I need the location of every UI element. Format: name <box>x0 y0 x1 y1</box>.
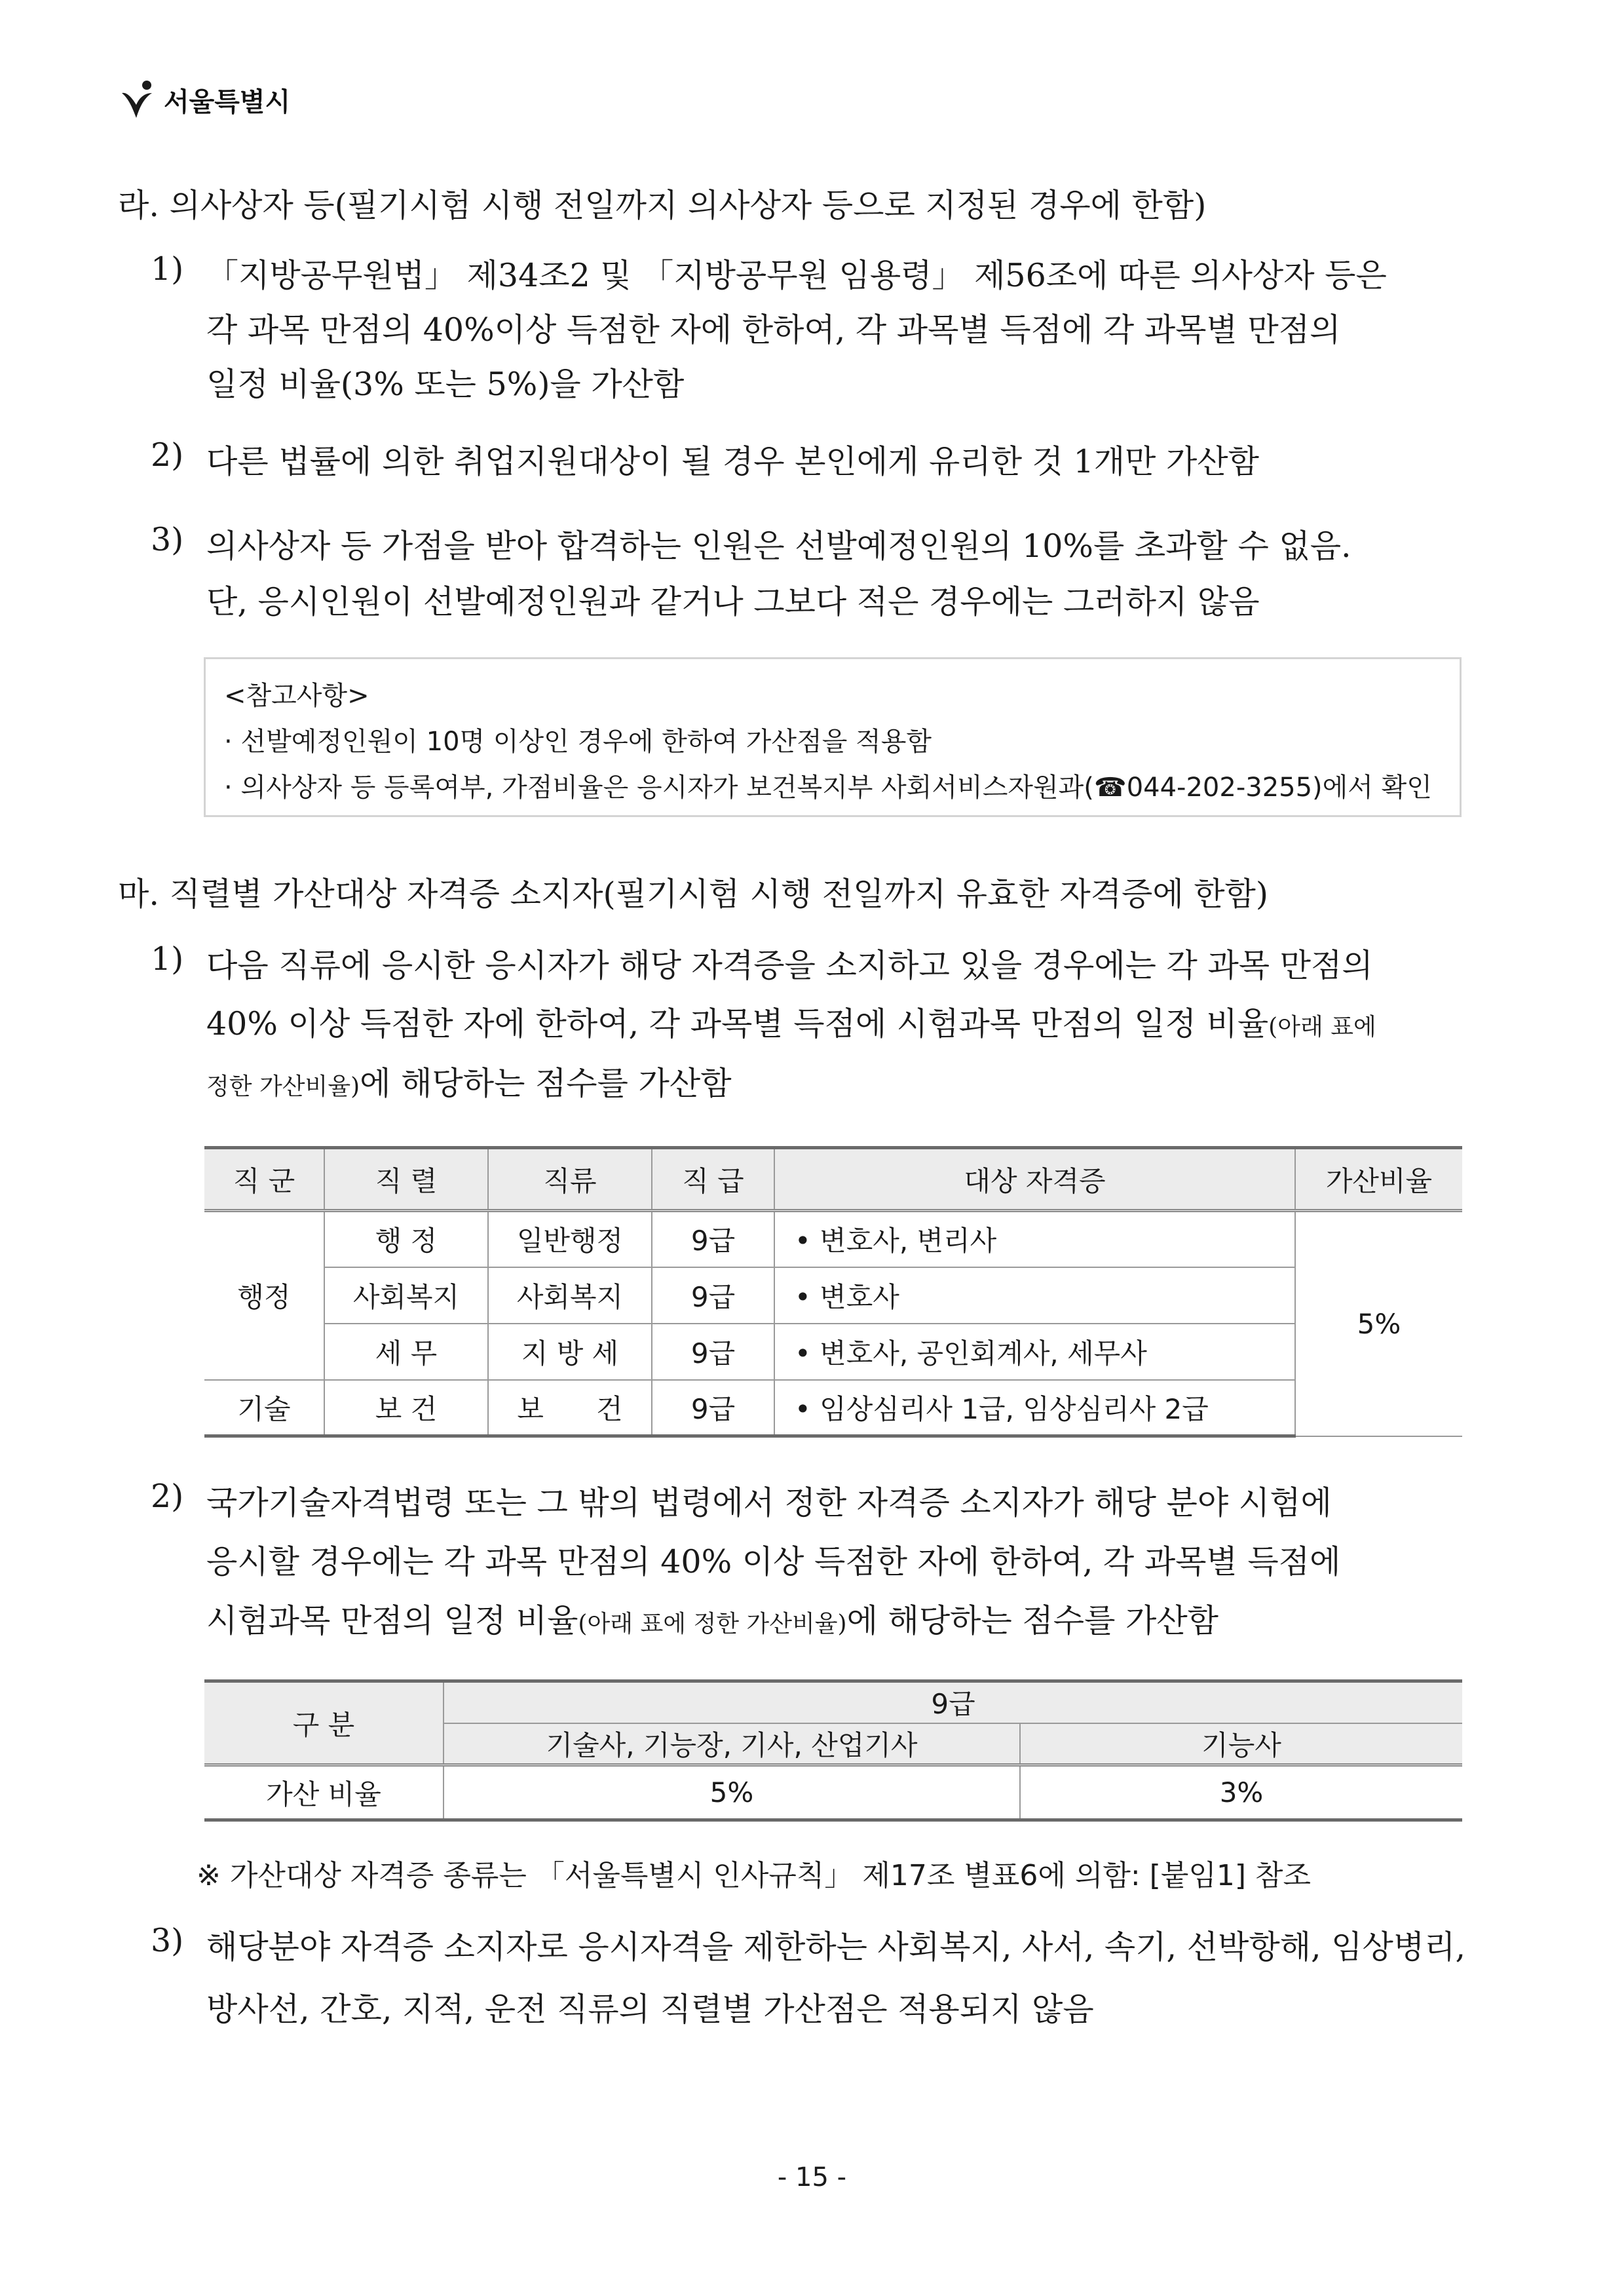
cell-class: 일반행정 <box>488 1211 652 1267</box>
cell-grade: 9급 <box>652 1267 774 1324</box>
cell-series: 행 정 <box>324 1211 488 1267</box>
cell-class: 보 건 <box>488 1380 652 1436</box>
cell-certificate: • 변호사, 변리사 <box>774 1211 1295 1267</box>
cell-certificate: • 변호사 <box>774 1267 1295 1324</box>
ma-item2-line1: 국가기술자격법령 또는 그 밖의 법령에서 정한 자격증 소지자가 해당 분야 시험에 <box>206 1484 1332 1521</box>
ma-item1-line3-small: 정한 가산비율) <box>206 1073 360 1100</box>
seoul-logo-icon <box>118 79 159 121</box>
ra-item3-line2: 단, 응시인원이 선발예정인원과 같거나 그보다 적은 경우에는 그러하지 않음 <box>206 583 1260 621</box>
table-header-row <box>204 1681 1462 1723</box>
reference-title: <참고사항> <box>224 681 369 711</box>
certificate-table <box>204 1146 1462 1438</box>
ma-item2-line3-small: (아래 표에 정한 가산비율) <box>578 1611 847 1637</box>
reference-box <box>204 657 1462 817</box>
header-job-group: 직 군 <box>204 1148 324 1211</box>
cell-group: 기술 <box>204 1380 324 1436</box>
ma-item2-number: 2) <box>151 1478 184 1515</box>
row-label-rate: 가산 비율 <box>204 1765 444 1820</box>
table-row <box>204 1267 1462 1324</box>
ma-item1-line3-main: 에 해당하는 점수를 가산함 <box>360 1065 732 1102</box>
ma-item2-line2: 응시할 경우에는 각 과목 만점의 40% 이상 득점한 자에 한하여, 각 과목별 득점에 <box>206 1543 1341 1580</box>
ra-item1-line2: 각 과목 만점의 40%이상 득점한 자에 한하여, 각 과목별 득점에 각 과목별 만점의 <box>206 311 1341 349</box>
national-certificate-table <box>204 1679 1462 1822</box>
section-ma-title: 마. 직렬별 가산대상 자격증 소지자(필기시험 시행 전일까지 유효한 자격증에 한함) <box>118 875 1269 913</box>
header-grade-9: 9급 <box>444 1681 1462 1723</box>
page-number: - 15 - <box>777 2162 847 2192</box>
header-certificate: 대상 자격증 <box>774 1148 1295 1211</box>
ma-item2-line3 <box>206 1596 1218 1641</box>
table-row <box>204 1324 1462 1380</box>
cell-rate-engineer: 5% <box>444 1765 1020 1820</box>
table-header-row <box>204 1148 1462 1211</box>
header-grade: 직 급 <box>652 1148 774 1211</box>
ra-item1-line1: 「지방공무원법」 제34조2 및 「지방공무원 임용령」 제56조에 따른 의사상자 등은 <box>206 257 1387 294</box>
table-row <box>204 1211 1462 1267</box>
cell-class: 지 방 세 <box>488 1324 652 1380</box>
ma-item3-line2: 방사선, 간호, 지적, 운전 직류의 직렬별 가산점은 적용되지 않음 <box>206 1991 1094 2028</box>
cell-grade: 9급 <box>652 1324 774 1380</box>
cell-rate: 5% <box>1295 1211 1462 1436</box>
ra-item3-number: 3) <box>151 521 184 558</box>
ma-item1-number: 1) <box>151 940 184 978</box>
ma-item1-line2-main: 40% 이상 득점한 자에 한하여, 각 과목별 득점에 시험과목 만점의 일정 비율 <box>206 1005 1269 1043</box>
ra-item2-number: 2) <box>151 436 184 474</box>
ra-item3-line1: 의사상자 등 가점을 받아 합격하는 인원은 선발예정인원의 10%를 초과할 수 없음. <box>206 527 1351 565</box>
certificate-note: ※ 가산대상 자격증 종류는 「서울특별시 인사규칙」 제17조 별표6에 의함: [붙임1] 참조 <box>197 1859 1311 1892</box>
ma-item3-line1: 해당분야 자격증 소지자로 응시자격을 제한하는 사회복지, 사서, 속기, 선박항해, 임상병리, <box>206 1928 1466 1966</box>
ma-item2-line3-main: 시험과목 만점의 일정 비율 <box>206 1602 578 1639</box>
ma-item1-line2 <box>206 999 1376 1044</box>
header-job-class: 직류 <box>488 1148 652 1211</box>
seoul-logo <box>118 79 290 121</box>
cell-rate-craftsman: 3% <box>1020 1765 1462 1820</box>
ma-item2-line3-end: 에 해당하는 점수를 가산함 <box>846 1602 1218 1639</box>
cell-group: 행정 <box>204 1211 324 1380</box>
cell-grade: 9급 <box>652 1211 774 1267</box>
cell-series: 보 건 <box>324 1380 488 1436</box>
subheader-engineer: 기술사, 기능장, 기사, 산업기사 <box>444 1723 1020 1765</box>
ra-item1-line3: 일정 비율(3% 또는 5%)을 가산함 <box>206 366 685 403</box>
ra-item1-number: 1) <box>151 250 184 288</box>
ra-item2-line1: 다른 법률에 의한 취업지원대상이 될 경우 본인에게 유리한 것 1개만 가산함 <box>206 443 1259 480</box>
cell-certificate: • 임상심리사 1급, 임상심리사 2급 <box>774 1380 1295 1436</box>
cell-class: 사회복지 <box>488 1267 652 1324</box>
cell-grade: 9급 <box>652 1380 774 1436</box>
logo-text: 서울특별시 <box>164 86 291 117</box>
cell-certificate: • 변호사, 공인회계사, 세무사 <box>774 1324 1295 1380</box>
cell-series: 사회복지 <box>324 1267 488 1324</box>
ma-item1-line1: 다음 직류에 응시한 응시자가 해당 자격증을 소지하고 있을 경우에는 각 과목 만점의 <box>206 947 1373 984</box>
table-row <box>204 1380 1462 1436</box>
ma-item1-line3 <box>206 1058 732 1104</box>
reference-line2: · 의사상자 등 등록여부, 가점비율은 응시자가 보건복지부 사회서비스자원과(☎044-202-3255)에서 확인 <box>224 773 1432 803</box>
header-rate: 가산비율 <box>1295 1148 1462 1211</box>
ma-item3-number: 3) <box>151 1922 184 1959</box>
subheader-craftsman: 기능사 <box>1020 1723 1462 1765</box>
header-category: 구 분 <box>204 1681 444 1765</box>
ma-item1-line2-small: (아래 표에 <box>1268 1014 1376 1041</box>
header-job-series: 직 렬 <box>324 1148 488 1211</box>
table-row <box>204 1765 1462 1820</box>
reference-line1: · 선발예정인원이 10명 이상인 경우에 한하여 가산점을 적용함 <box>224 727 932 757</box>
cell-series: 세 무 <box>324 1324 488 1380</box>
section-ra-title: 라. 의사상자 등(필기시험 시행 전일까지 의사상자 등으로 지정된 경우에 한함) <box>118 187 1207 224</box>
